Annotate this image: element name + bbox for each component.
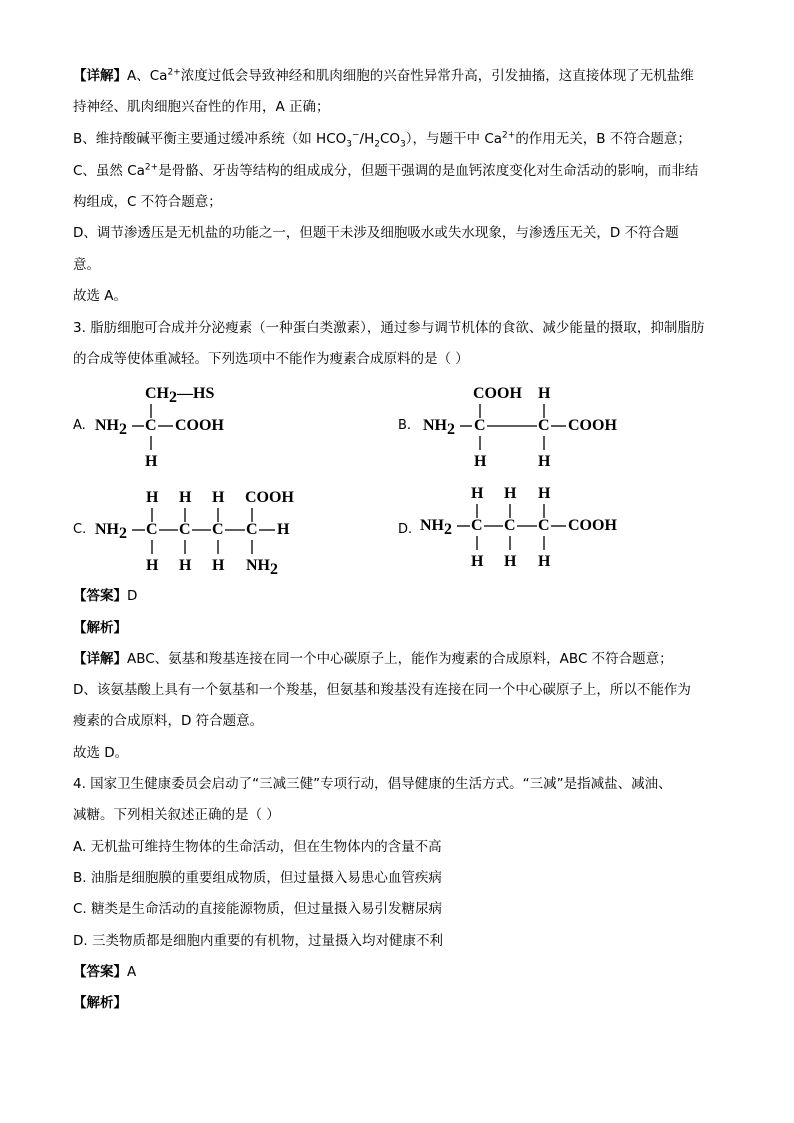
atom-h: H xyxy=(538,485,551,502)
atom-c: C xyxy=(538,517,550,534)
q4-analysis-tag: 【解析】 xyxy=(73,995,127,1011)
text: 是骨骼、牙齿等结构的组成成分，但题干强调的是血钙浓度变化对生命活动的影响，而非结 xyxy=(158,163,699,179)
q4-option-a: A. 无机盐可维持生物体的生命活动，但在生物体内的含量不高 xyxy=(73,839,442,855)
atom-cooh: COOH xyxy=(245,489,294,506)
subscript: 2 xyxy=(444,521,452,538)
svg-text:NH2 xyxy=(246,557,278,578)
atom-nh2: NH xyxy=(246,557,270,574)
q3-detail-line-1 xyxy=(73,650,673,668)
q3-analysis-tag: 【解析】 xyxy=(73,620,127,636)
superscript: 2+ xyxy=(502,130,516,141)
q2-detail-line-5: 构组成，C 不符合题意； xyxy=(73,194,222,210)
atom-c: C xyxy=(212,521,224,538)
atom-h: H xyxy=(471,553,484,570)
q3-detail-line-3: 瘦素的合成原料，D 符合题意。 xyxy=(73,713,264,729)
option-b-structure xyxy=(423,380,633,472)
text: /H xyxy=(359,131,375,147)
q2-detail-line-1 xyxy=(73,67,694,85)
subscript: 2 xyxy=(447,421,455,438)
atom-c: C xyxy=(538,417,550,434)
atom-h: H xyxy=(212,557,225,574)
atom-h: H xyxy=(504,553,517,570)
q4-option-d: D. 三类物质都是细胞内重要的有机物，过量摄入均对健康不利 xyxy=(73,933,443,949)
atom-nh2: NH xyxy=(423,417,447,434)
atom-h: H xyxy=(504,485,517,502)
atom-h: H xyxy=(538,385,551,402)
q4-stem-line-1: 4. 国家卫生健康委员会启动了“三减三健”专项行动，倡导健康的生活方式。“三减”是指减盐、减油、 xyxy=(73,776,672,792)
text: A、Ca xyxy=(127,68,168,84)
detail-tag: 【详解】 xyxy=(73,68,127,84)
atom-h: H xyxy=(538,553,551,570)
option-c-label: C. xyxy=(73,522,87,537)
atom-h: H xyxy=(277,521,290,538)
q4-answer xyxy=(73,963,136,981)
atom-sh: —HS xyxy=(177,385,215,402)
q2-choose: 故选 A。 xyxy=(73,288,128,304)
subscript: 2 xyxy=(270,561,278,578)
subscript: 2 xyxy=(119,421,127,438)
q3-answer xyxy=(73,587,137,605)
svg-text:NH2 xyxy=(95,521,127,542)
atom-cooh: COOH xyxy=(473,385,522,402)
text: CO xyxy=(379,131,401,147)
q4-option-c: C. 糖类是生命活动的直接能源物质，但过量摄入易引发糖尿病 xyxy=(73,901,443,917)
subscript: 2 xyxy=(169,389,177,406)
subscript: 2 xyxy=(374,139,380,150)
text: B、维持酸碱平衡主要通过缓冲系统（如 HCO xyxy=(73,131,347,147)
q2-detail-line-2: 持神经、肌肉细胞兴奋性的作用，A 正确； xyxy=(73,99,330,115)
answer-value: D xyxy=(127,588,138,604)
atom-h: H xyxy=(471,485,484,502)
option-a-label: A. xyxy=(73,418,86,433)
atom-cooh: COOH xyxy=(568,517,617,534)
q2-detail-line-3 xyxy=(73,130,691,148)
subscript: 3 xyxy=(400,139,406,150)
option-d-label: D. xyxy=(398,522,413,537)
text: C、虽然 Ca xyxy=(73,163,145,179)
answer-tag: 【答案】 xyxy=(73,588,127,604)
atom-cooh: COOH xyxy=(568,417,617,434)
subscript: 2 xyxy=(119,525,127,542)
text: ABC、氨基和羧基连接在同一个中心碳原子上，能作为瘦素的合成原料，ABC 不符合题意； xyxy=(127,651,673,667)
atom-nh2: NH xyxy=(95,521,119,538)
atom-c: C xyxy=(145,417,157,434)
svg-text:CH2—HS xyxy=(145,385,214,406)
q3-choose: 故选 D。 xyxy=(73,745,129,761)
atom-h: H xyxy=(179,557,192,574)
atom-h: H xyxy=(145,453,158,470)
q4-option-b: B. 油脂是细胞膜的重要组成物质，但过量摄入易患心血管疾病 xyxy=(73,870,442,886)
text: 的作用无关，B 不符合题意； xyxy=(515,131,691,147)
atom-nh2: NH xyxy=(95,417,119,434)
option-d-structure xyxy=(420,480,640,576)
option-c-structure xyxy=(95,484,315,580)
atom-c: C xyxy=(179,521,191,538)
subscript: 3 xyxy=(346,139,352,150)
q2-detail-line-4 xyxy=(73,162,698,180)
atom-h: H xyxy=(146,489,159,506)
atom-c: C xyxy=(504,517,516,534)
superscript: − xyxy=(352,130,360,141)
option-b-label: B. xyxy=(398,418,412,433)
atom-h: H xyxy=(146,557,159,574)
q2-detail-line-7: 意。 xyxy=(73,257,100,273)
atom-cooh: COOH xyxy=(175,417,224,434)
q2-detail-line-6: D、调节渗透压是无机盐的功能之一，但题干未涉及细胞吸水或失水现象，与渗透压无关，D 不符合题 xyxy=(73,225,679,241)
atom-h: H xyxy=(179,489,192,506)
svg-text:NH2 xyxy=(95,417,127,438)
option-a-structure xyxy=(95,380,255,472)
answer-tag: 【答案】 xyxy=(73,964,127,980)
svg-text:NH2 xyxy=(420,517,452,538)
atom-c: C xyxy=(146,521,158,538)
text: 浓度过低会导致神经和肌肉细胞的兴奋性异常升高，引发抽搐，这直接体现了无机盐维 xyxy=(180,68,694,84)
atom-h: H xyxy=(474,453,487,470)
detail-tag: 【详解】 xyxy=(73,651,127,667)
q4-stem-line-2: 减糖。下列相关叙述正确的是（ ） xyxy=(73,807,280,823)
atom-h: H xyxy=(212,489,225,506)
superscript: 2+ xyxy=(144,162,159,173)
atom-c: C xyxy=(246,521,258,538)
atom-h: H xyxy=(538,453,551,470)
atom-nh2: NH xyxy=(420,517,444,534)
superscript: 2+ xyxy=(167,67,181,78)
q3-stem-line-2: 的合成等使体重减轻。下列选项中不能作为瘦素合成原料的是（ ） xyxy=(73,351,469,367)
q3-stem-line-1: 3. 脂肪细胞可合成并分泌瘦素（一种蛋白类激素），通过参与调节机体的食欲、减少能量的摄取，抑制脂肪 xyxy=(73,320,705,336)
text: ），与题干中 Ca xyxy=(405,131,503,147)
atom-c: C xyxy=(474,417,486,434)
q3-detail-line-2: D、该氨基酸上具有一个氨基和一个羧基，但氨基和羧基没有连接在同一个中心碳原子上，所以不能作为 xyxy=(73,682,691,698)
answer-value: A xyxy=(127,964,137,980)
atom-c: C xyxy=(471,517,483,534)
atom-ch2: CH xyxy=(145,385,169,402)
svg-text:NH2 xyxy=(423,417,455,438)
